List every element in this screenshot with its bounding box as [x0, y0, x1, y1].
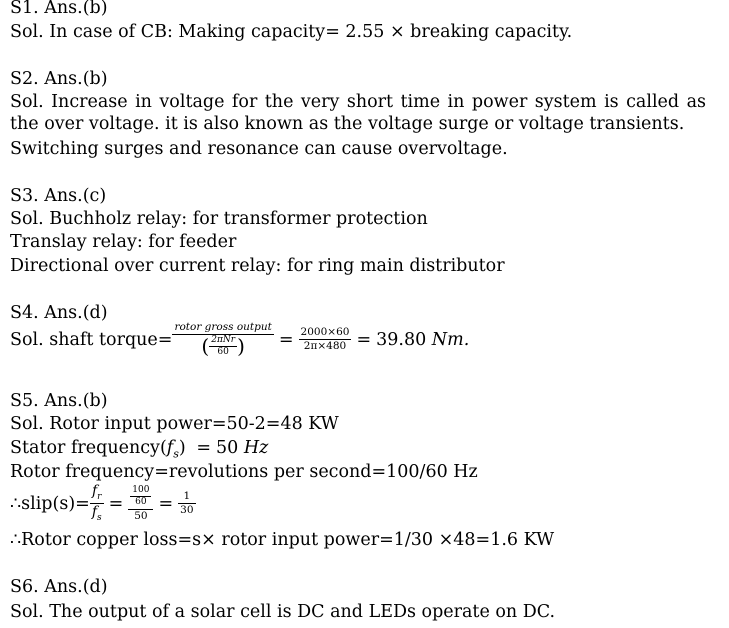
s3-answer: S3. Ans.(c) — [10, 186, 107, 206]
s4-result-unit: Nm. — [431, 329, 470, 350]
s4-fraction-1 — [172, 322, 273, 358]
s2-solution-line2: Switching surges and resonance can cause overvoltage. — [10, 139, 508, 159]
s5-stator-frequency: Stator $frequency(f_s) = 50$ Hz — [10, 438, 269, 461]
s4-prefix: Sol. shaft torque= — [10, 329, 173, 350]
s4-frac1-numerator: rotor gross output — [172, 322, 273, 335]
s4-torque-equation — [10, 322, 469, 358]
s3-line2: Translay relay: for feeder — [10, 232, 237, 252]
s5-slip-equation: ∴slip(s)= $\frac{f_r}{f_s}$ = $\frac{\frac{100}{60}}{50}$ = $\frac{1}{30}$ — [10, 483, 194, 524]
s3-line1: Sol. Buchholz relay: for transformer protection — [10, 209, 428, 229]
s6-solution: Sol. The output of a solar cell is DC and LEDs operate on DC. — [10, 602, 556, 622]
s4-equals-2: = — [356, 329, 372, 350]
s5-copper-loss: ∴Rotor copper loss=s× rotor input power=1/30 ×48=1.6 KW — [10, 530, 555, 550]
s4-fraction-2: $\frac{2000\times 60}{2\pi\times 480}$ — [300, 326, 350, 353]
s4-equals-1: = — [278, 329, 294, 350]
s6-answer: S6. Ans.(d) — [10, 577, 108, 597]
s4-result-value: 39.80 — [376, 329, 427, 350]
s3-line3: Directional over current relay: for ring main distributor — [10, 256, 505, 276]
s5-line1: Sol. Rotor input power=50-2=48 KW — [10, 414, 339, 434]
s5-answer: S5. Ans.(b) — [10, 391, 108, 411]
s1-answer: S1. Ans.(b) — [10, 0, 108, 18]
s5-slip-fraction-2: $\frac{\frac{100}{60}}{50}$ — [128, 486, 153, 522]
s4-frac1-denominator: ( $\frac{\text{2πNr}}{60}$ ) — [201, 334, 245, 359]
s1-solution: Sol. In case of CB: Making capacity= 2.55 × breaking capacity. — [10, 22, 573, 42]
s5-slip-fraction-1: $\frac{f_r}{f_s}$ — [91, 483, 102, 524]
s2-solution: Sol. Increase in voltage for the very short time in power system is called as the over voltage. it is also known as the voltage surge or voltage transients. — [10, 92, 706, 134]
s5-slip-result: $\frac{1}{30}$ — [180, 490, 194, 517]
s4-answer: S4. Ans.(d) — [10, 303, 108, 323]
s2-answer: S2. Ans.(b) — [10, 69, 108, 89]
s4-frac1-inner-fraction: $\frac{\text{2πNr}}{60}$ — [211, 335, 236, 358]
s5-rotor-frequency: Rotor frequency=revolutions per second=100/60 Hz — [10, 462, 478, 482]
